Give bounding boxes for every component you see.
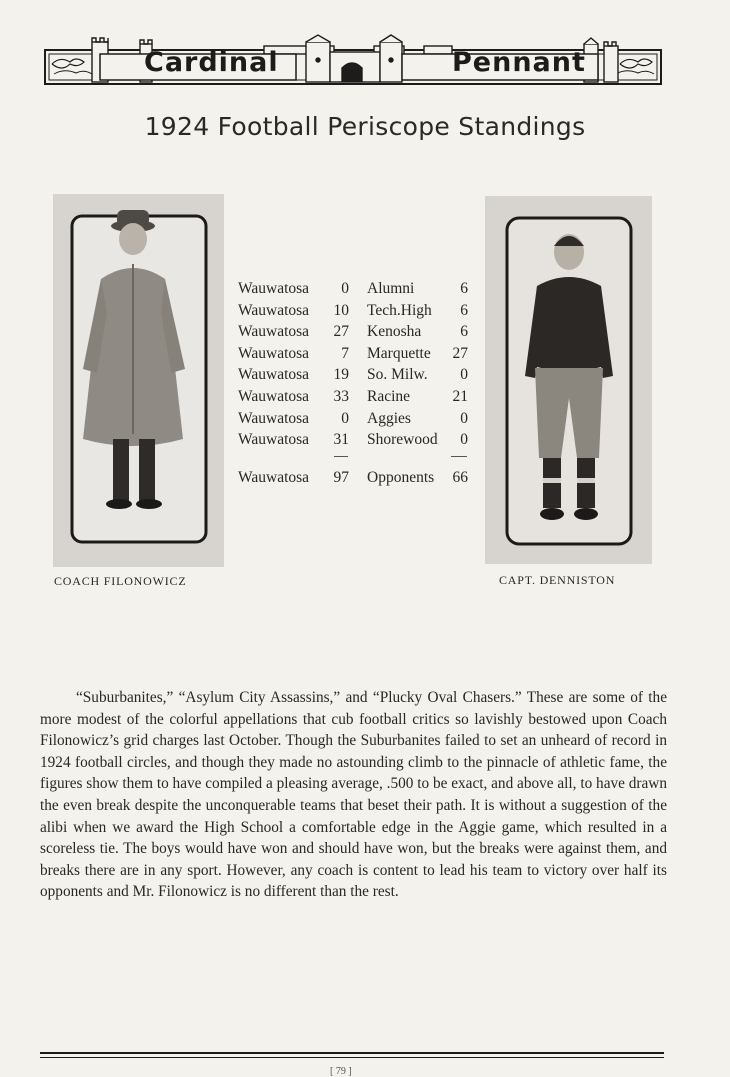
- total-opponent-name: Opponents: [367, 468, 435, 486]
- score-row: [238, 386, 474, 408]
- opponent-name: Shorewood: [367, 431, 438, 449]
- team-name: Wauwatosa: [238, 387, 310, 405]
- team-score: 0: [341, 409, 349, 427]
- article-paragraph: “Suburbanites,” “Asylum City Assassins,” and “Plucky Oval Chasers.” These are some of the more modest of the colorful appellations that cub football critics so lavishly bestowed upon Coach Filonowicz’s grid charges last October. Though the Suburbanites failed to set an unheard of record in 1924 football circles, and though they made no astounding climb to the pinnacle of athletic fame, the figures show them to have compiled a pleasing average, .500 to be exact, and above all, to have drawn the even break despite the unconquerable teams that beset their path. It is without a suggestion of the alibi when we award the High School a comfortable edge in the Aggie game, which resulted in a scoreless tie. The boys would have won and should have won, but the breaks were against them, and breaks there are in any sport. However, any coach is content to lead his team to victory over half its opponents and Mr. Filonowicz is no different than the rest.: [40, 689, 667, 901]
- opponent-name: Tech.High: [367, 301, 432, 319]
- opponent-name: Marquette: [367, 344, 431, 362]
- footer-rule: [40, 1057, 664, 1058]
- team-name: Wauwatosa: [238, 280, 310, 297]
- team-score: 31: [333, 431, 349, 449]
- opponent-score: 21: [452, 387, 468, 405]
- captain-portrait-art: [485, 196, 652, 564]
- team-name: Wauwatosa: [238, 409, 310, 427]
- total-team-name: Wauwatosa: [238, 468, 310, 486]
- team-name: Wauwatosa: [238, 301, 310, 319]
- divider-rule: [451, 456, 467, 457]
- total-row: [238, 467, 474, 489]
- opponent-name: Kenosha: [367, 323, 422, 341]
- opponent-score: 6: [460, 301, 468, 319]
- coach-photo: [53, 194, 224, 567]
- score-row: [238, 300, 474, 322]
- page-title: 1924 Football Periscope Standings: [144, 112, 586, 141]
- opponent-name: Alumni: [367, 280, 415, 297]
- team-name: Wauwatosa: [238, 344, 310, 362]
- opponent-score: 0: [460, 409, 468, 427]
- coach-caption: COACH FILONOWICZ: [54, 574, 187, 588]
- masthead-banner: [44, 34, 662, 86]
- captain-caption: CAPT. DENNISTON: [499, 573, 616, 587]
- team-score: 19: [333, 366, 349, 384]
- opponent-score: 6: [460, 280, 468, 297]
- score-row: [238, 408, 474, 430]
- team-score: 0: [341, 280, 349, 297]
- total-team-score: 97: [333, 468, 349, 486]
- total-opponent-score: 66: [452, 468, 468, 486]
- score-row: [238, 364, 474, 386]
- score-row: [238, 278, 474, 300]
- team-score: 27: [333, 323, 349, 341]
- total-divider: [238, 451, 474, 467]
- opponent-score: 0: [460, 431, 468, 449]
- team-name: Wauwatosa: [238, 366, 310, 384]
- opponent-score: 6: [460, 323, 468, 341]
- team-score: 10: [333, 301, 349, 319]
- opponent-name: Racine: [367, 387, 411, 405]
- opponent-score: 0: [460, 366, 468, 384]
- masthead-left-word: Cardinal: [144, 47, 279, 78]
- opponent-name: So. Milw.: [367, 366, 428, 384]
- team-name: Wauwatosa: [238, 323, 310, 341]
- opponent-score: 27: [452, 344, 468, 362]
- footer-rule: [40, 1052, 664, 1054]
- masthead-right-word: Pennant: [452, 47, 586, 78]
- team-score: 7: [341, 344, 349, 362]
- coach-portrait-art: [53, 194, 224, 567]
- captain-photo: [485, 196, 652, 564]
- score-table: [238, 278, 474, 488]
- divider-rule: [334, 456, 348, 457]
- team-name: Wauwatosa: [238, 431, 310, 449]
- score-row: [238, 321, 474, 343]
- opponent-name: Aggies: [367, 409, 411, 427]
- score-row: [238, 343, 474, 365]
- team-score: 33: [333, 387, 349, 405]
- score-row: [238, 429, 474, 451]
- page-number: [ 79 ]: [330, 1066, 352, 1077]
